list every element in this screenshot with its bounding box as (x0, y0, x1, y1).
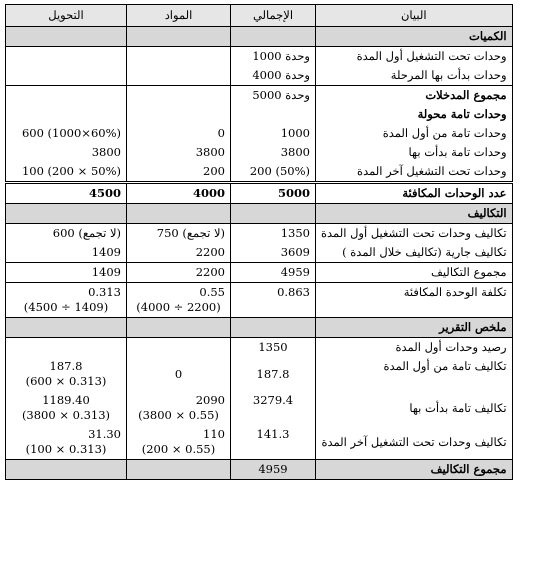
row-label: تكاليف وحدات تحت التشغيل آخر المدة (316, 425, 513, 460)
cell-materials: 750 (لا تجمع) (127, 224, 231, 244)
cell-total: 4959 (231, 460, 316, 480)
table-row (6, 391, 513, 425)
cell-value: 31.30 (88, 427, 121, 441)
cell-materials: 200 (127, 162, 231, 183)
cell-transferred: 600 (لا تجمع) (6, 224, 127, 244)
table-row (6, 243, 513, 263)
cell-transferred: 100 (200 × 50%) (6, 162, 127, 183)
row-label: وحدات تحت التشغيل آخر المدة (316, 162, 513, 183)
row-label: تكاليف تامة بدأت بها (316, 391, 513, 425)
cell-value: 0.55 (199, 285, 225, 299)
cell-total: 200 (50%) (231, 162, 316, 183)
cell-total: 5000 (231, 183, 316, 204)
section-report (6, 318, 513, 338)
cell-total: 3800 (231, 143, 316, 162)
cell-value: 2090 (195, 393, 225, 407)
cell-transferred: 600 (1000×60%) (6, 124, 127, 143)
row-label: وحدات تامة من أول المدة (316, 124, 513, 143)
row-label: مجموع المدخلات (316, 86, 513, 106)
table-row (6, 124, 513, 143)
table-row (6, 66, 513, 86)
cell-total: 1000 وحدة (231, 47, 316, 67)
cell-total: 4000 وحدة (231, 66, 316, 86)
cell-total: 4959 (231, 263, 316, 283)
row-label: مجموع التكاليف (316, 263, 513, 283)
row-label: وحدات تامة محولة (316, 105, 513, 124)
cell-materials: 2200 (127, 263, 231, 283)
cell-expression: (200 × 0.55) (141, 442, 216, 456)
table-row (6, 105, 513, 124)
cell-value: 187.8 (49, 359, 83, 373)
cell-materials (127, 283, 231, 318)
table-row (6, 263, 513, 283)
cell-materials (127, 391, 231, 425)
header-row (6, 5, 513, 27)
row-label: وحدات بدأت بها المرحلة (316, 66, 513, 86)
cell-materials: 0 (127, 357, 231, 391)
table-row (6, 283, 513, 318)
row-label: عدد الوحدات المكافئة (316, 183, 513, 204)
cell-total: 5000 وحدة (231, 86, 316, 106)
cell-total: 3279.4 (231, 391, 316, 425)
cell-total: 1350 (231, 338, 316, 358)
cell-expression: (100 × 0.313) (25, 442, 107, 456)
cell-expression: (600 × 0.313) (25, 374, 107, 388)
cell-expression: (4500 ÷ 1409) (23, 300, 109, 314)
cell-total: 1000 (231, 124, 316, 143)
cell-value: 110 (203, 427, 225, 441)
cell-expression: (3800 × 0.313) (21, 408, 111, 422)
cost-report-table (5, 4, 513, 480)
table-row (6, 47, 513, 67)
table-row (6, 425, 513, 460)
row-label: مجموع التكاليف (316, 460, 513, 480)
col-header-statement: البيان (316, 5, 513, 27)
section-costs (6, 204, 513, 224)
cell-materials: 0 (127, 124, 231, 143)
cell-expression: (4000 ÷ 2200) (136, 300, 221, 314)
table-row (6, 183, 513, 204)
cell-materials: 3800 (127, 143, 231, 162)
section-title-costs: التكاليف (316, 204, 513, 224)
cell-total: 141.3 (231, 425, 316, 460)
section-quantities (6, 27, 513, 47)
cell-total: 1350 (231, 224, 316, 244)
cell-total: 3609 (231, 243, 316, 263)
row-label: وحدات تامة بدأت بها (316, 143, 513, 162)
cell-transferred (6, 425, 127, 460)
cell-transferred: 3800 (6, 143, 127, 162)
table-row (6, 338, 513, 358)
row-label: تكاليف تامة من أول المدة (316, 357, 513, 391)
cell-value: 0.313 (88, 285, 121, 299)
cell-transferred (6, 391, 127, 425)
table-row (6, 460, 513, 480)
section-title-report: ملخص التقرير (316, 318, 513, 338)
table-row (6, 162, 513, 183)
col-header-materials: المواد (127, 5, 231, 27)
table-row (6, 357, 513, 391)
cell-materials (127, 425, 231, 460)
cell-total: 187.8 (231, 357, 316, 391)
table-row (6, 143, 513, 162)
cell-value: 1189.40 (42, 393, 90, 407)
cell-expression: (3800 × 0.55) (138, 408, 219, 422)
row-label: تكاليف جارية (تكاليف خلال المدة ) (316, 243, 513, 263)
cell-total: 0.863 (231, 283, 316, 318)
table-row (6, 86, 513, 106)
cell-transferred: 4500 (6, 183, 127, 204)
cell-transferred (6, 357, 127, 391)
col-header-transferred: التحويل (6, 5, 127, 27)
cell-materials: 4000 (127, 183, 231, 204)
cell-transferred (6, 283, 127, 318)
col-header-total: الإجمالي (231, 5, 316, 27)
row-label: تكلفة الوحدة المكافئة (316, 283, 513, 318)
row-label: وحدات تحت التشغيل أول المدة (316, 47, 513, 67)
cell-transferred: 1409 (6, 263, 127, 283)
table-row (6, 224, 513, 244)
row-label: تكاليف وحدات تحت التشغيل أول المدة (316, 224, 513, 244)
row-label: رصيد وحدات أول المدة (316, 338, 513, 358)
section-title-quantities: الكميات (316, 27, 513, 47)
cell-materials: 2200 (127, 243, 231, 263)
cell-transferred: 1409 (6, 243, 127, 263)
